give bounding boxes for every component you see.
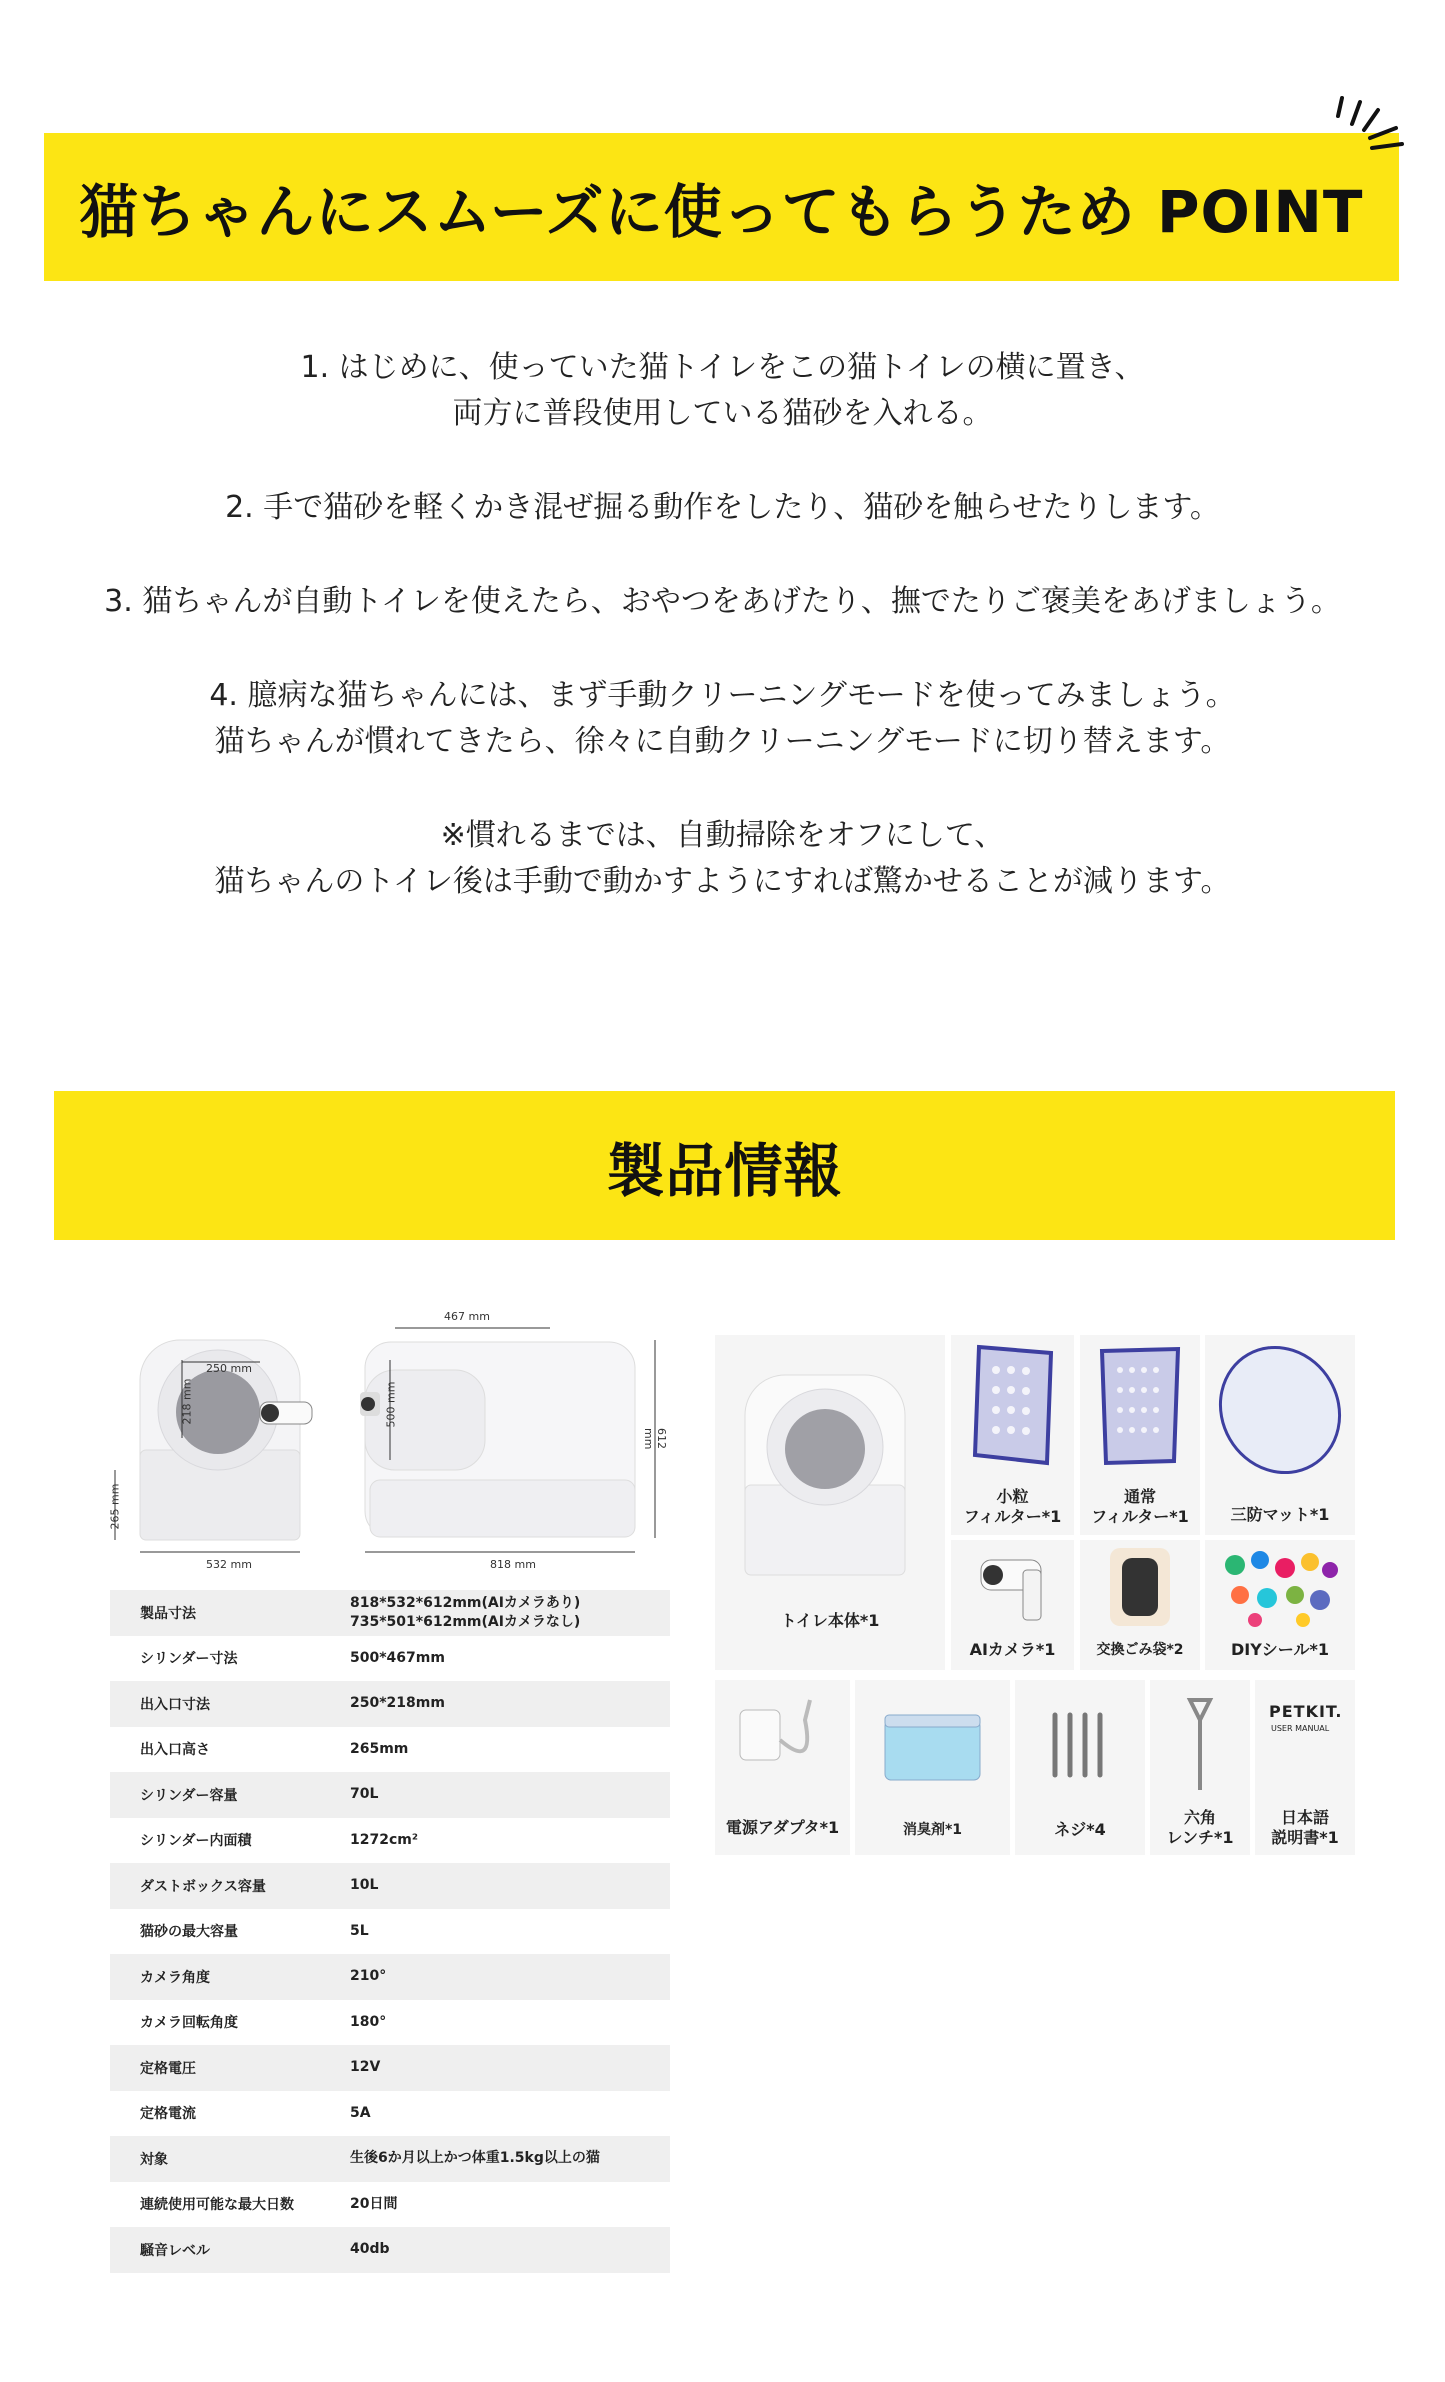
spec-label: 対象: [140, 2151, 168, 2168]
acc-deodorant: [855, 1680, 1010, 1855]
spec-row: [110, 1818, 670, 1864]
spec-value: 5A: [350, 2104, 371, 2121]
acc-normal-filter: [1080, 1335, 1200, 1535]
acc-manual-label: 日本語 説明書*1: [1271, 1808, 1339, 1847]
spec-row: [110, 2045, 670, 2091]
acc-sticker-label: DIYシール*1: [1230, 1640, 1329, 1659]
acc-sticker: [1205, 1540, 1355, 1670]
spec-value: 265mm: [350, 1740, 409, 1757]
acc-normal-filter-label: 通常 フィルター*1: [1091, 1487, 1189, 1526]
spec-row: [110, 1954, 670, 2000]
product-title: 製品情報: [606, 1136, 843, 1205]
spec-label: 定格電流: [140, 2106, 196, 2123]
spec-row: [110, 2182, 670, 2228]
spec-label: シリンダー寸法: [140, 1651, 238, 1668]
spec-row: [110, 1727, 670, 1773]
dim-front-height: 218 mm: [180, 1378, 194, 1425]
burst-icon: [1320, 88, 1430, 178]
spec-row: [110, 1909, 670, 1955]
dim-front-base: 265 mm: [108, 1483, 122, 1530]
acc-wrench: [1150, 1680, 1250, 1855]
dimension-drawings: [110, 1300, 670, 1580]
dim-side-height: 612 mm: [642, 1428, 668, 1450]
spec-label: 連続使用可能な最大日数: [140, 2197, 294, 2214]
point-item: [0, 345, 1445, 437]
spec-label: 出入口高さ: [140, 1742, 210, 1759]
manual-subtitle: USER MANUAL: [1271, 1724, 1330, 1733]
spec-value: 70L: [350, 1786, 379, 1803]
sticker-image: [1205, 1540, 1355, 1630]
screw-icon: [1015, 1680, 1145, 1800]
acc-mat: [1205, 1335, 1355, 1535]
spec-row: [110, 2000, 670, 2046]
points-title: 猫ちゃんにスムーズに使ってもらうため POINT: [79, 178, 1364, 246]
acc-adapter: [715, 1680, 850, 1855]
spec-label: ダストボックス容量: [140, 1878, 266, 1895]
points-list: [0, 345, 1445, 953]
spec-row: [110, 1636, 670, 1682]
spec-label: カメラ角度: [140, 1969, 210, 1986]
deodorant-image: [855, 1680, 1010, 1800]
acc-camera: [951, 1540, 1074, 1670]
acc-manual: [1255, 1680, 1355, 1855]
point-line: ※慣れるまでは、自動掃除をオフにして、: [440, 818, 1005, 853]
spec-value: 12V: [350, 2059, 381, 2076]
bag-image: [1080, 1540, 1200, 1630]
spec-label: 定格電圧: [140, 2060, 196, 2077]
spec-value: 180°: [350, 2013, 387, 2030]
spec-label: シリンダー容量: [140, 1787, 238, 1804]
dim-front-width: 250 mm: [206, 1362, 252, 1375]
mat-image: [1205, 1335, 1355, 1485]
spec-value: 10L: [350, 1877, 379, 1894]
spec-row: [110, 2136, 670, 2182]
point-line: 2. 手で猫砂を軽くかき混ぜ掘る動作をしたり、猫砂を触らせたりします。: [225, 490, 1220, 525]
spec-label: カメラ回転角度: [140, 2015, 238, 2032]
point-item: [0, 673, 1445, 765]
point-line: 両方に普段使用している猫砂を入れる。: [452, 396, 993, 431]
spec-row: [110, 1863, 670, 1909]
acc-adapter-label: 電源アダプタ*1: [725, 1818, 840, 1837]
spec-label: 猫砂の最大容量: [140, 1924, 238, 1941]
point-item: [0, 813, 1445, 905]
dim-side-total: 818 mm: [490, 1558, 536, 1571]
point-item: [0, 485, 1445, 531]
spec-value: 5L: [350, 1922, 369, 1939]
manual-brand: PETKIT.: [1269, 1702, 1343, 1721]
spec-label: 騒音レベル: [140, 2242, 210, 2259]
spec-value: 40db: [350, 2241, 390, 2258]
acc-small-filter: [951, 1335, 1074, 1535]
acc-bag: [1080, 1540, 1200, 1670]
spec-row: [110, 1590, 670, 1636]
acc-screws-label: ネジ*4: [1054, 1820, 1106, 1839]
spec-value: 210°: [350, 1968, 387, 1985]
spec-row: [110, 2091, 670, 2137]
side-view: [360, 1328, 655, 1552]
spec-value: 500*467mm: [350, 1649, 445, 1666]
adapter-image: [715, 1680, 850, 1800]
acc-toilet: [715, 1335, 945, 1670]
acc-bag-label: 交換ごみ袋*2: [1096, 1642, 1184, 1658]
acc-toilet-label: トイレ本体*1: [780, 1611, 880, 1630]
spec-value: 20日間: [350, 2195, 398, 2212]
acc-small-filter-label: 小粒 フィルター*1: [963, 1487, 1062, 1526]
spec-table: [110, 1590, 670, 2273]
point-line: 猫ちゃんが慣れてきたら、徐々に自動クリーニングモードに切り替えます。: [214, 724, 1231, 759]
acc-deodorant-label: 消臭剤*1: [902, 1822, 963, 1838]
acc-screws: [1015, 1680, 1145, 1855]
spec-label: 出入口寸法: [140, 1696, 210, 1713]
spec-value: 生後6か月以上かつ体重1.5kg以上の猫: [350, 2150, 600, 2167]
dim-side-cylinder: 500 mm: [384, 1381, 398, 1428]
point-line: 3. 猫ちゃんが自動トイレを使えたら、おやつをあげたり、撫でたりご褒美をあげましょう。: [104, 584, 1341, 619]
spec-value: 250*218mm: [350, 1695, 445, 1712]
acc-mat-label: 三防マット*1: [1230, 1505, 1330, 1524]
litter-box-dimension-image: [110, 1300, 670, 1580]
points-banner: [44, 133, 1399, 281]
point-line: 1. はじめに、使っていた猫トイレをこの猫トイレの横に置き、: [300, 350, 1145, 385]
spec-row: [110, 2227, 670, 2273]
spec-label: 製品寸法: [140, 1605, 196, 1622]
product-banner: [54, 1091, 1395, 1240]
acc-wrench-label: 六角 レンチ*1: [1166, 1808, 1234, 1847]
spec-row: [110, 1772, 670, 1818]
toilet-image: [715, 1335, 945, 1595]
camera-image: [951, 1540, 1074, 1630]
dim-front-total: 532 mm: [206, 1558, 252, 1571]
dim-side-top: 467 mm: [444, 1310, 490, 1323]
wrench-icon: [1150, 1680, 1250, 1800]
spec-value: 1272cm²: [350, 1831, 418, 1848]
point-line: 4. 臆病な猫ちゃんには、まず手動クリーニングモードを使ってみましょう。: [209, 678, 1236, 713]
acc-camera-label: AIカメラ*1: [969, 1640, 1056, 1659]
spec-row: [110, 1681, 670, 1727]
spec-value: 818*532*612mm(AIカメラあり) 735*501*612mm(AIカメラなし): [350, 1594, 581, 1630]
spec-label: シリンダー内面積: [140, 1833, 252, 1850]
point-item: [0, 579, 1445, 625]
accessories-grid: [715, 1335, 1355, 1855]
normal-filter-image: [1080, 1335, 1200, 1475]
small-filter-image: [951, 1335, 1074, 1475]
point-line: 猫ちゃんのトイレ後は手動で動かすようにすれば驚かせることが減ります。: [214, 864, 1231, 899]
